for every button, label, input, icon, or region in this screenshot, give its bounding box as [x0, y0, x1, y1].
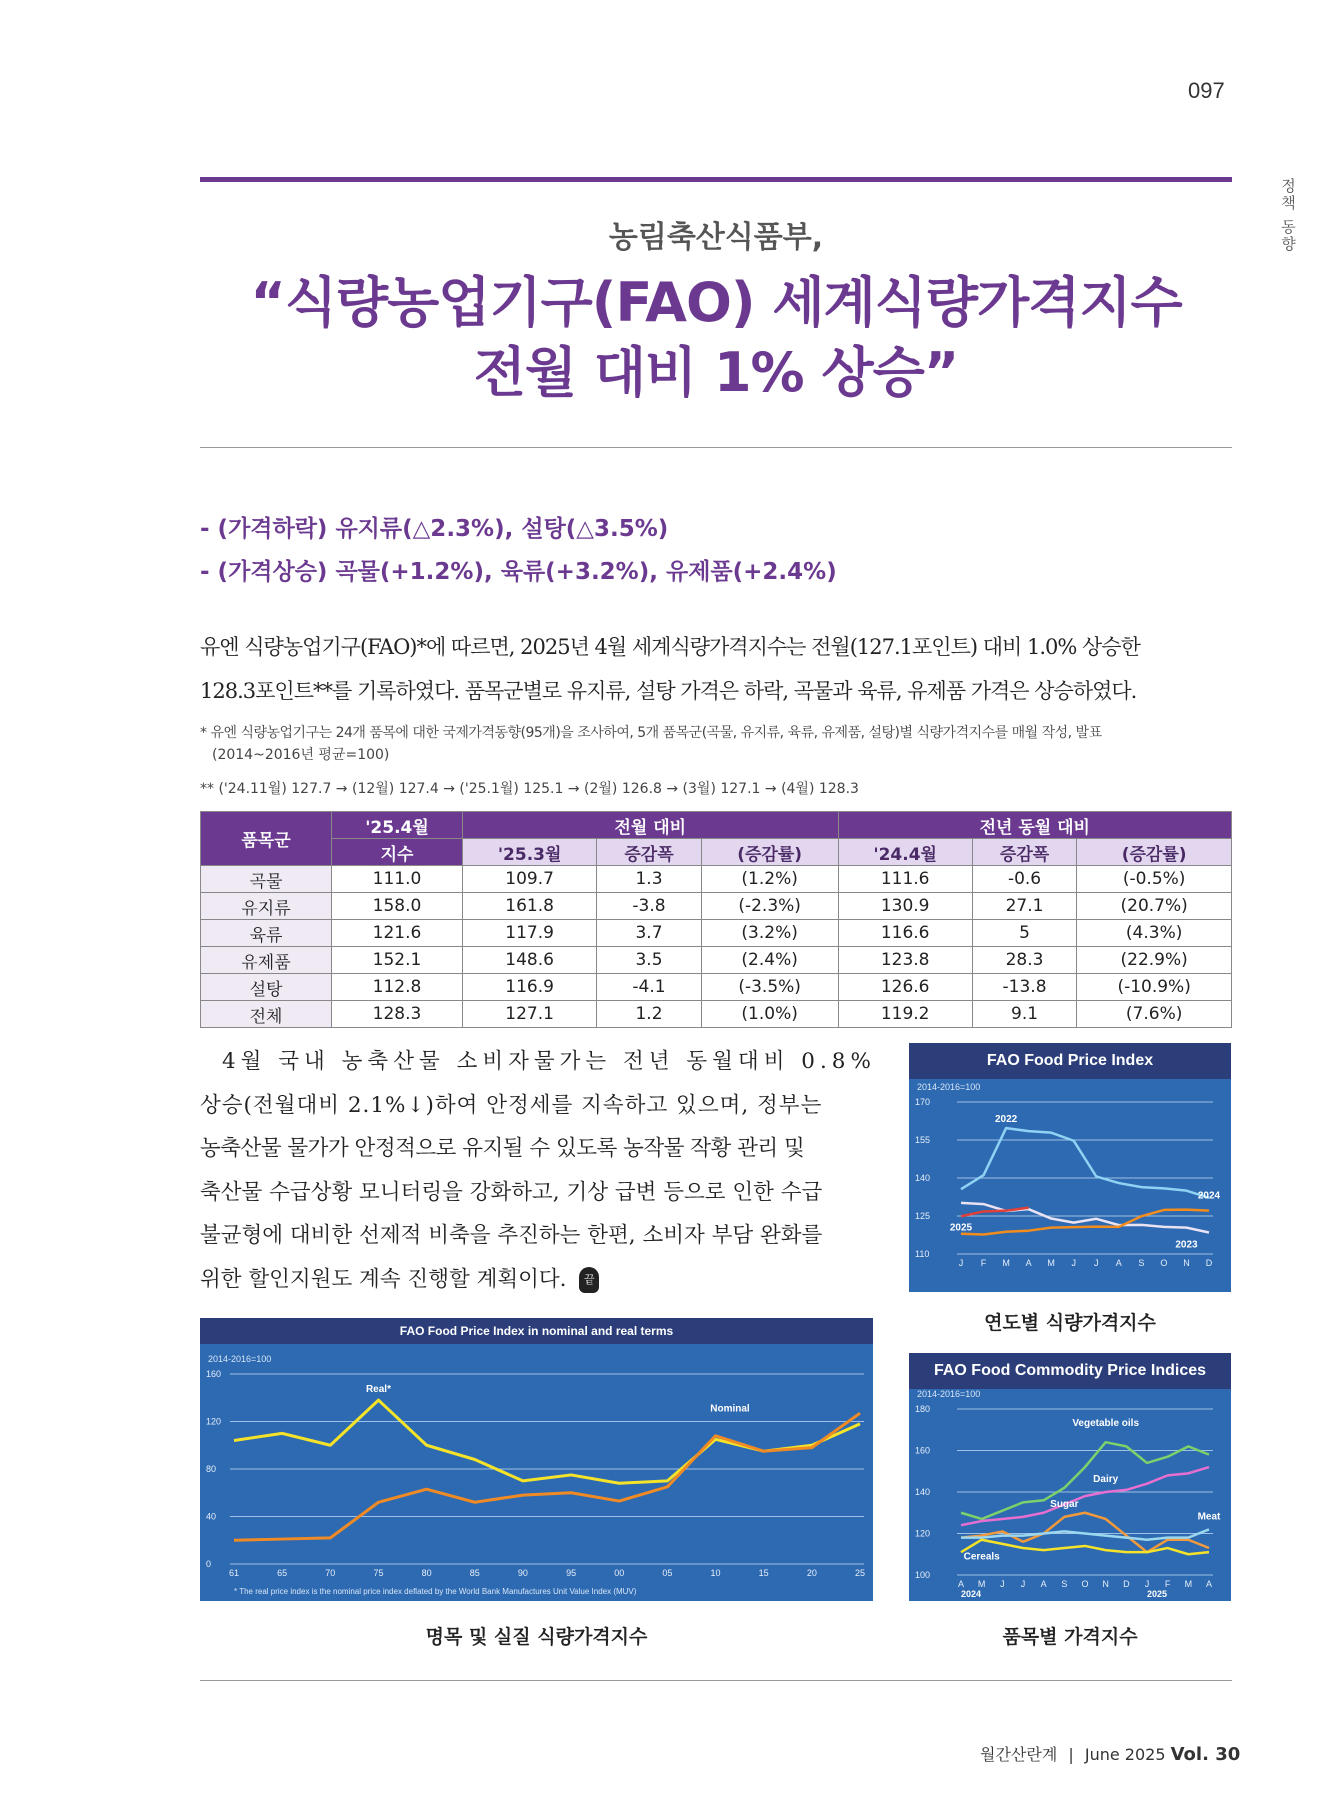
- header-yoy-rate: (증감률): [1077, 839, 1232, 866]
- intro-line-2: 128.3포인트**를 기록하였다. 품목군별로 유지류, 설탕 가격은 하락, 곡물과 육류, 유제품 가격은 상승하였다.: [200, 679, 1137, 703]
- x-tick-label: 70: [325, 1568, 336, 1578]
- x-tick-label: J: [1071, 1258, 1076, 1268]
- table-cell: 3.7: [597, 920, 702, 947]
- caption-nominal-real: 명목 및 실질 식량가격지수: [425, 1626, 648, 1648]
- header-yoy: 전년 동월 대비: [838, 812, 1231, 839]
- x-tick-label: N: [1183, 1258, 1190, 1268]
- table-body: [201, 866, 1232, 1028]
- x-tick-label: A: [1040, 1579, 1047, 1589]
- divider: [200, 447, 1232, 448]
- header-current-bottom: 지수: [332, 839, 463, 866]
- x-tick-label: O: [1160, 1258, 1168, 1268]
- series-label: Sugar: [1050, 1498, 1079, 1510]
- y-tick-label: 140: [915, 1173, 931, 1183]
- footer: [980, 1742, 1240, 1765]
- page-number: 097: [1188, 78, 1225, 103]
- x-group-label: 2025: [1147, 1589, 1168, 1599]
- table-cell: 27.1: [972, 893, 1077, 920]
- footer-divider: [200, 1680, 1232, 1681]
- headline-line-2: 전월 대비 1% 상승”: [473, 341, 959, 404]
- policy-line-5: 불균형에 대비한 선제적 비축을 추진하는 한편, 소비자 부담 완화를: [200, 1223, 823, 1248]
- chart1-title: FAO Food Price Index: [909, 1043, 1231, 1079]
- table-cell: 111.0: [332, 866, 463, 893]
- footnote-2: ** ('24.11월) 127.7 → (12월) 127.4 → ('25.1월) 125.1 → (2월) 126.8 → (3월) 127.1 → (4월) 128.3: [200, 781, 859, 797]
- y-tick-label: 140: [915, 1487, 931, 1497]
- table-cell: 9.1: [972, 1001, 1077, 1028]
- table-cell: 116.6: [838, 920, 972, 947]
- series-label: 2025: [949, 1222, 973, 1234]
- caption-yearly: 연도별 식량가격지수: [984, 1312, 1156, 1334]
- table-cell: -0.6: [972, 866, 1077, 893]
- x-tick-label: J: [1000, 1579, 1005, 1589]
- table-cell: 28.3: [972, 947, 1077, 974]
- table-cell: 148.6: [463, 947, 597, 974]
- table-row: [201, 974, 1232, 1001]
- footnote-1-line-1: * 유엔 식량농업기구는 24개 품목에 대한 국제가격동향(95개)을 조사하여, 5개 품목군(곡물, 유지류, 육류, 유제품, 설탕)별 식량가격지수를 매월 작성, 발표: [200, 725, 1102, 741]
- policy-line-1: 4월 국내 농축산물 소비자물가는 전년 동월대비 0.8%: [222, 1049, 876, 1074]
- table-cell: (1.0%): [701, 1001, 838, 1028]
- header-yoy-prev: '24.4월: [838, 839, 972, 866]
- ministry-name: 농림축산식품부,: [608, 220, 824, 255]
- y-tick-label: 100: [915, 1570, 931, 1580]
- section-side-label: 정책 동향: [1279, 178, 1297, 253]
- policy-paragraph: [200, 1040, 880, 1301]
- y-tick-label: 160: [915, 1445, 931, 1456]
- series-label: 2022: [994, 1114, 1018, 1126]
- series-label: Nominal: [710, 1403, 750, 1415]
- series-label: Dairy: [1093, 1474, 1119, 1485]
- table-row: [201, 866, 1232, 893]
- footer-issue: June 2025: [1084, 1745, 1166, 1764]
- table-cell: 117.9: [463, 920, 597, 947]
- header-mom-rate: (증감률): [701, 839, 838, 866]
- table-cell: (-0.5%): [1077, 866, 1232, 893]
- x-tick-label: 95: [566, 1568, 577, 1578]
- chart-subtitle: 2014-2016=100: [917, 1389, 981, 1399]
- table-row: [201, 947, 1232, 974]
- policy-line-3: 농축산물 물가가 안정적으로 유지될 수 있도록 농작물 작황 관리 및: [200, 1136, 805, 1161]
- series-line: [961, 1529, 1209, 1539]
- table-row-category: 유지류: [201, 893, 332, 920]
- x-tick-label: 10: [710, 1568, 721, 1578]
- series-label: 2024: [1197, 1190, 1221, 1202]
- footnote-1: [200, 722, 1232, 766]
- chart2-title: FAO Food Price Index in nominal and real terms: [200, 1318, 873, 1344]
- summary-bullet-1: - (가격하락) 유지류(△2.3%), 설탕(△3.5%): [200, 516, 669, 542]
- chart1-svg: [909, 1043, 1231, 1292]
- x-tick-label: S: [1061, 1579, 1068, 1589]
- series-line: [961, 1208, 1029, 1217]
- chart3-svg: [909, 1353, 1231, 1601]
- x-tick-label: O: [1081, 1579, 1089, 1589]
- x-tick-label: F: [980, 1258, 987, 1268]
- table-cell: (2.4%): [701, 947, 838, 974]
- x-tick-label: 75: [373, 1568, 384, 1578]
- table-row-category: 곡물: [201, 866, 332, 893]
- headline-line-1: “식량농업기구(FAO) 세계식량가격지수: [250, 271, 1182, 334]
- table-cell: -13.8: [972, 974, 1077, 1001]
- table-cell: 126.6: [838, 974, 972, 1001]
- y-tick-label: 170: [915, 1097, 931, 1107]
- nominal-real-chart: [200, 1318, 873, 1601]
- table-cell: -4.1: [597, 974, 702, 1001]
- x-tick-label: A: [957, 1579, 965, 1589]
- y-tick-label: 125: [915, 1211, 931, 1221]
- y-tick-label: 180: [915, 1404, 931, 1414]
- table-row-category: 유제품: [201, 947, 332, 974]
- x-tick-label: 65: [277, 1568, 288, 1578]
- series-label: 2023: [1175, 1239, 1198, 1251]
- table-cell: 158.0: [332, 893, 463, 920]
- table-cell: 127.1: [463, 1001, 597, 1028]
- header-mom: 전월 대비: [463, 812, 839, 839]
- intro-line-1: 유엔 식량농업기구(FAO)*에 따르면, 2025년 4월 세계식량가격지수는 전월(127.1포인트) 대비 1.0% 상승한: [200, 635, 1140, 659]
- policy-line-2: 상승(전월대비 2.1%↓)하여 안정세를 지속하고 있으며, 정부는: [200, 1092, 823, 1118]
- header-mom-diff: 증감폭: [597, 839, 702, 866]
- x-tick-label: 80: [421, 1568, 432, 1578]
- x-tick-label: D: [1123, 1579, 1130, 1589]
- table-cell: 5: [972, 920, 1077, 947]
- table-cell: (20.7%): [1077, 893, 1232, 920]
- summary-bullet-2: - (가격상승) 곡물(+1.2%), 육류(+3.2%), 유제품(+2.4%): [200, 559, 837, 585]
- x-tick-label: J: [1144, 1579, 1150, 1589]
- policy-line-6-text: 위한 할인지원도 계속 진행할 계획이다.: [200, 1266, 567, 1292]
- footer-separator: |: [1068, 1745, 1074, 1764]
- table-cell: 161.8: [463, 893, 597, 920]
- series-line: [961, 1210, 1209, 1235]
- commodity-index-chart: [909, 1353, 1231, 1601]
- x-tick-label: J: [958, 1258, 964, 1268]
- table-cell: 119.2: [838, 1001, 972, 1028]
- table-cell: 128.3: [332, 1001, 463, 1028]
- x-tick-label: 20: [806, 1568, 817, 1578]
- series-label: Vegetable oils: [1072, 1418, 1140, 1430]
- x-tick-label: A: [1205, 1579, 1213, 1589]
- table-row-category: 전체: [201, 1001, 332, 1028]
- chart3-title: FAO Food Commodity Price Indices: [909, 1353, 1231, 1389]
- series-line: [234, 1400, 860, 1483]
- caption-commodity: 품목별 가격지수: [1002, 1626, 1138, 1648]
- header-yoy-diff: 증감폭: [972, 839, 1077, 866]
- table-cell: (3.2%): [701, 920, 838, 947]
- y-tick-label: 0: [206, 1559, 212, 1569]
- y-tick-label: 120: [206, 1416, 222, 1427]
- series-line: [961, 1128, 1209, 1198]
- table-cell: 123.8: [838, 947, 972, 974]
- x-tick-label: 05: [662, 1568, 673, 1578]
- table-cell: 1.3: [597, 866, 702, 893]
- end-mark-icon: [579, 1267, 599, 1293]
- table-row: [201, 1001, 1232, 1028]
- table-cell: 116.9: [463, 974, 597, 1001]
- table-cell: (1.2%): [701, 866, 838, 893]
- y-tick-label: 80: [206, 1464, 217, 1474]
- end-mark-label: 끝: [584, 1272, 595, 1286]
- headline: [200, 268, 1232, 408]
- policy-line-6: [200, 1258, 880, 1302]
- x-tick-label: M: [977, 1579, 986, 1589]
- intro-paragraph: [200, 625, 1240, 713]
- table-cell: 1.2: [597, 1001, 702, 1028]
- table-cell: 111.6: [838, 866, 972, 893]
- chart2-svg: [200, 1318, 873, 1601]
- header-current-top: '25.4월: [332, 812, 463, 839]
- x-tick-label: 61: [228, 1568, 240, 1578]
- y-tick-label: 110: [915, 1249, 930, 1259]
- series-line: [961, 1467, 1209, 1525]
- header-category: 품목군: [201, 812, 332, 866]
- x-tick-label: N: [1102, 1579, 1109, 1589]
- x-tick-label: J: [1094, 1258, 1099, 1268]
- footer-magazine: 월간산란계: [980, 1745, 1058, 1764]
- footer-volume: Vol. 30: [1170, 1744, 1241, 1765]
- chart-subtitle: 2014-2016=100: [208, 1354, 272, 1364]
- price-index-table: [200, 811, 1232, 1028]
- table-row: [201, 893, 1232, 920]
- series-line: [961, 1442, 1209, 1519]
- table-cell: 3.5: [597, 947, 702, 974]
- table-cell: 130.9: [838, 893, 972, 920]
- table-cell: (22.9%): [1077, 947, 1232, 974]
- series-label: Meat: [1197, 1511, 1221, 1523]
- header-mom-prev: '25.3월: [463, 839, 597, 866]
- header-rule: [200, 177, 1232, 182]
- table-cell: (-2.3%): [701, 893, 838, 920]
- table-cell: (-3.5%): [701, 974, 838, 1001]
- x-tick-label: A: [1115, 1258, 1122, 1268]
- table-cell: (4.3%): [1077, 920, 1232, 947]
- table-cell: (-10.9%): [1077, 974, 1232, 1001]
- table-row-category: 설탕: [201, 974, 332, 1001]
- x-tick-label: M: [1002, 1258, 1010, 1268]
- x-tick-label: A: [1025, 1258, 1032, 1268]
- y-tick-label: 40: [206, 1511, 217, 1522]
- table-cell: 152.1: [332, 947, 463, 974]
- table-row-category: 육류: [201, 920, 332, 947]
- x-tick-label: M: [1184, 1579, 1193, 1589]
- table-cell: 112.8: [332, 974, 463, 1001]
- x-tick-label: 85: [469, 1568, 480, 1578]
- y-tick-label: 120: [915, 1528, 931, 1539]
- table-cell: (7.6%): [1077, 1001, 1232, 1028]
- x-tick-label: F: [1164, 1579, 1171, 1589]
- x-tick-label: 90: [517, 1568, 528, 1578]
- x-tick-label: 25: [854, 1568, 866, 1578]
- y-tick-label: 155: [915, 1135, 931, 1145]
- chart-footnote: * The real price index is the nominal price index deflated by the World Bank Manufactures Unit Value Index (MUV): [234, 1587, 637, 1596]
- chart-subtitle: 2014-2016=100: [917, 1082, 981, 1092]
- table-cell: -3.8: [597, 893, 702, 920]
- x-tick-label: 00: [614, 1568, 625, 1578]
- x-tick-label: 15: [758, 1568, 769, 1578]
- x-tick-label: M: [1047, 1258, 1055, 1268]
- y-tick-label: 160: [206, 1369, 222, 1379]
- policy-line-4: 축산물 수급상황 모니터링을 강화하고, 기상 급변 등으로 인한 수급: [200, 1179, 823, 1205]
- footnote-1-line-2: (2014~2016년 평균=100): [212, 747, 390, 763]
- series-label: Real*: [365, 1384, 391, 1396]
- x-tick-label: D: [1205, 1258, 1213, 1268]
- table-cell: 109.7: [463, 866, 597, 893]
- table-row: [201, 920, 1232, 947]
- x-tick-label: J: [1020, 1579, 1026, 1589]
- x-group-label: 2024: [961, 1589, 982, 1599]
- x-tick-label: S: [1138, 1258, 1145, 1268]
- yearly-index-chart: [909, 1043, 1231, 1292]
- table-cell: 121.6: [332, 920, 463, 947]
- series-label: Cereals: [963, 1551, 1000, 1563]
